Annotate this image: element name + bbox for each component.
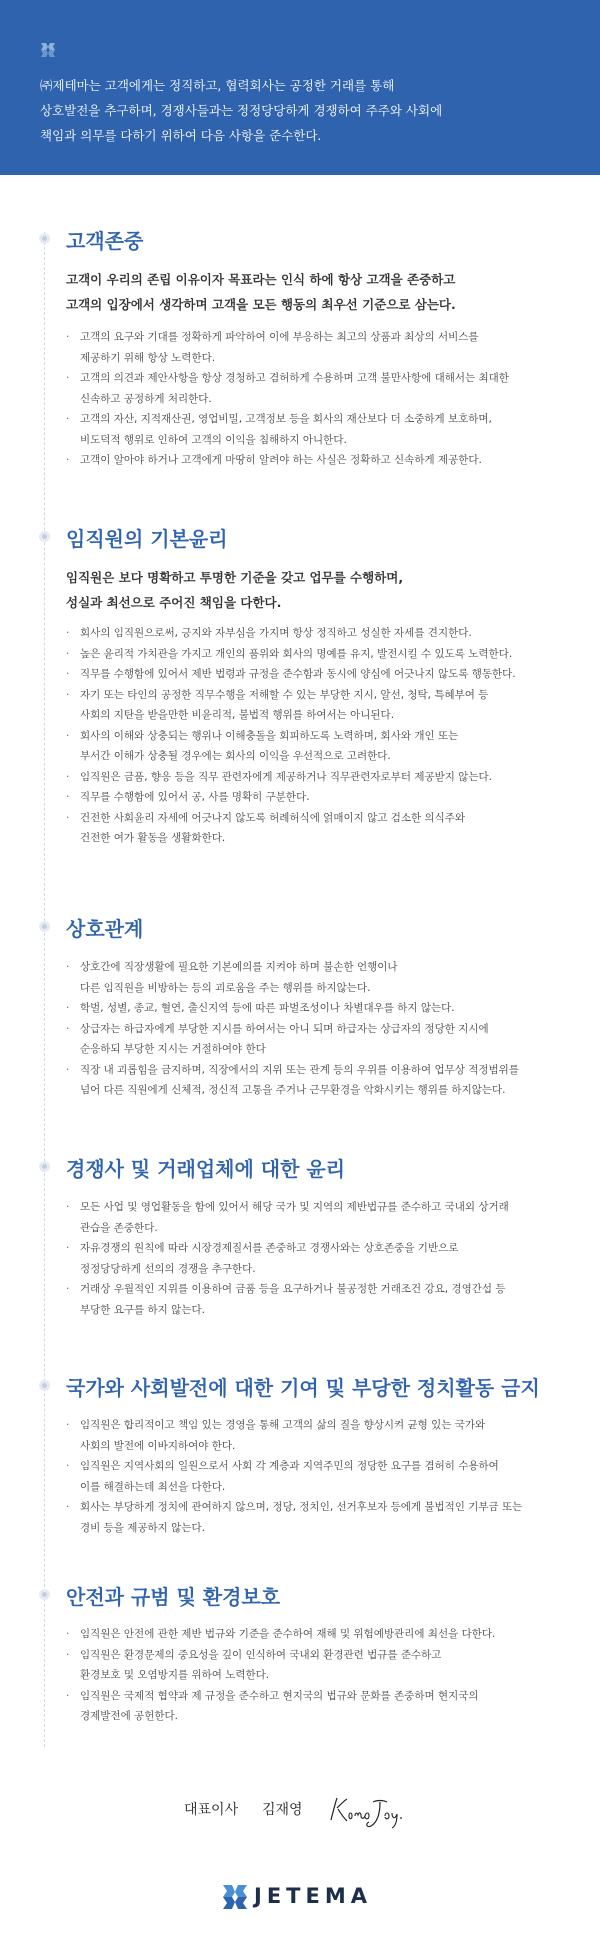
list-item	[66, 368, 576, 409]
item-line: · 거래상 우월적인 지위를 이용하여 금품 등을 요구하거나 불공정한 거래조건 강요, 경영간섭 등	[80, 1283, 506, 1295]
item-line: · 회사는 부당하게 정치에 관여하지 않으며, 정당, 정치인, 선거후보자 등에게 불법적인 기부금 또는	[80, 1501, 523, 1513]
section-title: 경쟁사 및 거래업체에 대한 윤리	[66, 1157, 346, 1181]
intro-line: 책임과 의무를 다하기 위하여 다음 사항을 준수한다.	[40, 128, 322, 143]
lead-line: 고객이 우리의 존립 이유이자 목표라는 인식 하에 항상 고객을 존중하고	[66, 272, 456, 287]
item-line: · 높은 윤리적 가치관을 가지고 개인의 품위와 회사의 명예를 유지, 발전시킬 수 있도록 노력한다.	[80, 647, 513, 660]
jetema-logo	[222, 1882, 402, 1912]
section-lead	[66, 267, 456, 317]
item-line: 정정당당하게 선의의 경쟁을 추구한다.	[80, 1262, 256, 1275]
lead-line: 임직원은 보다 명확하고 투명한 기준을 갖고 업무를 수행하며,	[66, 570, 404, 585]
item-line: · 고객이 알아야 하거나 고객에게 마땅히 알려야 하는 사실은 정확하고 신속하게 제공한다.	[80, 454, 482, 466]
timeline-dot	[39, 531, 50, 542]
item-line: · 모든 사업 및 영업활동을 함에 있어서 해당 국가 및 지역의 제반법규를 준수하고 국내외 상거래	[80, 1201, 509, 1213]
item-line: · 학벌, 성별, 종교, 혈연, 출신지역 등에 따른 파벌조성이나 차별대우를 하지 않는다.	[80, 1002, 455, 1014]
list-item	[66, 664, 576, 685]
item-line: · 고객의 요구와 기대를 정확하게 파악하여 이에 부응하는 최고의 상품과 최상의 서비스를	[80, 331, 479, 343]
item-line: 경비 등을 제공하지 않는다.	[80, 1521, 205, 1534]
lead-line: 고객의 입장에서 생각하며 고객을 모든 행동의 최우선 기준으로 삼는다.	[66, 297, 456, 312]
lead-line: 성실과 최선으로 주어진 책임을 다한다.	[66, 595, 282, 610]
item-line: 경제발전에 공헌한다.	[80, 1710, 178, 1722]
intro-line: 상호발전을 추구하며, 경쟁사들과는 정정당당하게 경쟁하여 주주와 사회에	[40, 103, 443, 118]
list-item	[66, 787, 576, 808]
timeline-line	[44, 232, 45, 1747]
list-item	[66, 623, 576, 644]
item-line: · 임직원은 합리적이고 책임 있는 경영을 통해 고객의 삶의 질을 향상시켜 균형 있는 국가와	[80, 1419, 486, 1431]
item-line: 사회의 발전에 이바지하여야 한다.	[80, 1439, 236, 1452]
intro-banner	[0, 0, 600, 175]
item-line: · 고객의 자산, 지적재산권, 영업비밀, 고객정보 등을 회사의 재산보다 더 소중하게 보호하며,	[80, 413, 492, 425]
item-line: · 자기 또는 타인의 공정한 직무수행을 저해할 수 있는 부당한 지시, 알선, 청탁, 특혜부여 등	[80, 688, 489, 701]
bullet-list	[66, 623, 576, 849]
section-title: 안전과 규범 및 환경보호	[66, 1585, 281, 1609]
section-title: 고객존중	[66, 229, 144, 253]
list-item	[66, 644, 576, 665]
item-line: · 임직원은 국제적 협약과 제 규정을 준수하고 현지국의 법규와 문화를 존중하며 현지국의	[80, 1689, 479, 1702]
list-item	[66, 450, 576, 471]
list-item	[66, 409, 576, 450]
section-title: 국가와 사회발전에 대한 기여 및 부당한 정치활동 금지	[66, 1376, 540, 1400]
list-item	[66, 1645, 576, 1686]
bullet-list	[66, 327, 576, 471]
item-line: · 건전한 사회윤리 자세에 어긋나지 않도록 허례허식에 얽매이지 않고 검소한 의식주와	[80, 811, 466, 824]
item-line: · 임직원은 환경문제의 중요성을 깊이 인식하여 국내외 환경관련 법규를 준수하고	[80, 1648, 442, 1661]
item-line: 이를 해결하는데 최선을 다한다.	[80, 1480, 226, 1493]
item-line: · 직무를 수행함에 있어서 공, 사를 명확히 구분한다.	[80, 791, 310, 803]
ceo-title: 대표이사	[184, 1802, 239, 1818]
list-item	[66, 957, 576, 998]
bullet-list	[66, 1197, 576, 1320]
list-item	[66, 1238, 576, 1279]
list-item	[66, 1456, 576, 1497]
bullet-list	[66, 1624, 576, 1727]
ceo-name: 김재영	[262, 1802, 303, 1818]
timeline-dot	[39, 1589, 50, 1600]
timeline-dot	[39, 233, 50, 244]
jetema-mark-icon	[40, 42, 56, 58]
item-line: 부당한 요구를 하지 않는다.	[80, 1303, 205, 1316]
timeline-dot	[39, 1380, 50, 1391]
item-line: · 회사의 이해와 상충되는 행위나 이해충돌을 회피하도록 노력하며, 회사와 개인 또는	[80, 729, 459, 742]
item-line: 다른 임직원을 비방하는 등의 괴로움을 주는 행위를 하지않는다.	[80, 981, 371, 994]
list-item	[66, 998, 576, 1019]
item-line: · 자유경쟁의 원칙에 따라 시장경제질서를 존중하고 경쟁사와는 상호존중을 기반으로	[80, 1242, 459, 1254]
list-item	[66, 726, 576, 767]
timeline-dot	[39, 1161, 50, 1172]
item-line: 순응하되 부당한 지시는 거절하여야 한다	[80, 1043, 266, 1055]
list-item	[66, 1197, 576, 1238]
item-line: 신속하고 공정하게 처리한다.	[80, 392, 212, 405]
item-line: · 회사의 임직원으로써, 긍지와 자부심을 가지며 항상 정직하고 성실한 자세를 견지한다.	[80, 627, 472, 639]
list-item	[66, 767, 576, 788]
intro-text	[40, 73, 570, 148]
item-line: · 상호간에 직장생활에 필요한 기본예의를 지켜야 하며 불손한 언행이나	[80, 961, 398, 973]
jetema-logo-icon	[222, 1884, 248, 1910]
list-item	[66, 1415, 576, 1456]
list-item	[66, 1624, 576, 1645]
item-line: · 직무를 수행함에 있어서 제반 법령과 규정을 준수함과 동시에 양심에 어긋나지 않도록 행동한다.	[80, 668, 516, 680]
list-item	[66, 1060, 576, 1101]
item-line: · 임직원은 지역사회의 일원으로서 사회 각 계층과 지역주민의 정당한 요구를 겸허히 수용하여	[80, 1460, 499, 1472]
section-title: 임직원의 기본윤리	[66, 527, 228, 551]
item-line: 부서간 이해가 상충될 경우에는 회사의 이익을 우선적으로 고려한다.	[80, 750, 391, 762]
item-line: 건전한 여가 활동을 생활화한다.	[80, 832, 226, 844]
item-line: · 임직원은 금품, 향응 등을 직무 관련자에게 제공하거나 직무관련자로부터 제공받지 않는다.	[80, 770, 493, 783]
list-item	[66, 1019, 576, 1060]
section-title: 상호관계	[66, 917, 144, 941]
item-line: · 임직원은 안전에 관한 제반 법규와 기준을 준수하여 재해 및 위험예방관리에 최선을 다한다.	[80, 1628, 496, 1640]
item-line: 환경보호 및 오염방지를 위하여 노력한다.	[80, 1669, 270, 1681]
list-item	[66, 1497, 576, 1538]
item-line: · 고객의 의견과 제안사항을 항상 경청하고 겸허하게 수용하며 고객 불만사항에 대해서는 최대한	[80, 372, 509, 384]
item-line: 관습을 존중한다.	[80, 1221, 158, 1234]
list-item	[66, 808, 576, 849]
list-item	[66, 1279, 576, 1320]
item-line: · 직장 내 괴롭힘을 금지하며, 직장에서의 지위 또는 관계 등의 우위를 이용하여 업무상 적정범위를	[80, 1063, 519, 1076]
item-line: 제공하기 위해 항상 노력한다.	[80, 351, 216, 364]
ceo-signature-block	[0, 1790, 600, 1830]
bullet-list	[66, 957, 576, 1101]
item-line: 사회의 지탄을 받을만한 비윤리적, 불법적 행위를 하여서는 아니된다.	[80, 709, 395, 721]
item-line: · 상급자는 하급자에게 부당한 지시를 하여서는 아니 되며 하급자는 상급자의 정당한 지시에	[80, 1022, 489, 1035]
timeline-dot	[39, 921, 50, 932]
list-item	[66, 685, 576, 726]
section-lead	[66, 565, 403, 615]
intro-line: ㈜제테마는 고객에게는 정직하고, 협력회사는 공정한 거래를 통해	[40, 78, 395, 93]
list-item	[66, 1686, 576, 1727]
item-line: 비도덕적 행위로 인하여 고객의 이익을 침해하지 아니한다.	[80, 433, 347, 446]
bullet-list	[66, 1415, 576, 1538]
handwritten-signature-icon	[325, 1790, 415, 1830]
logo-wordmark: JETEMA	[254, 1884, 372, 1908]
list-item	[66, 327, 576, 368]
item-line: 넘어 다른 직원에게 신체적, 정신적 고통을 주거나 근무환경을 악화시키는 행위를 하지않는다.	[80, 1084, 506, 1096]
